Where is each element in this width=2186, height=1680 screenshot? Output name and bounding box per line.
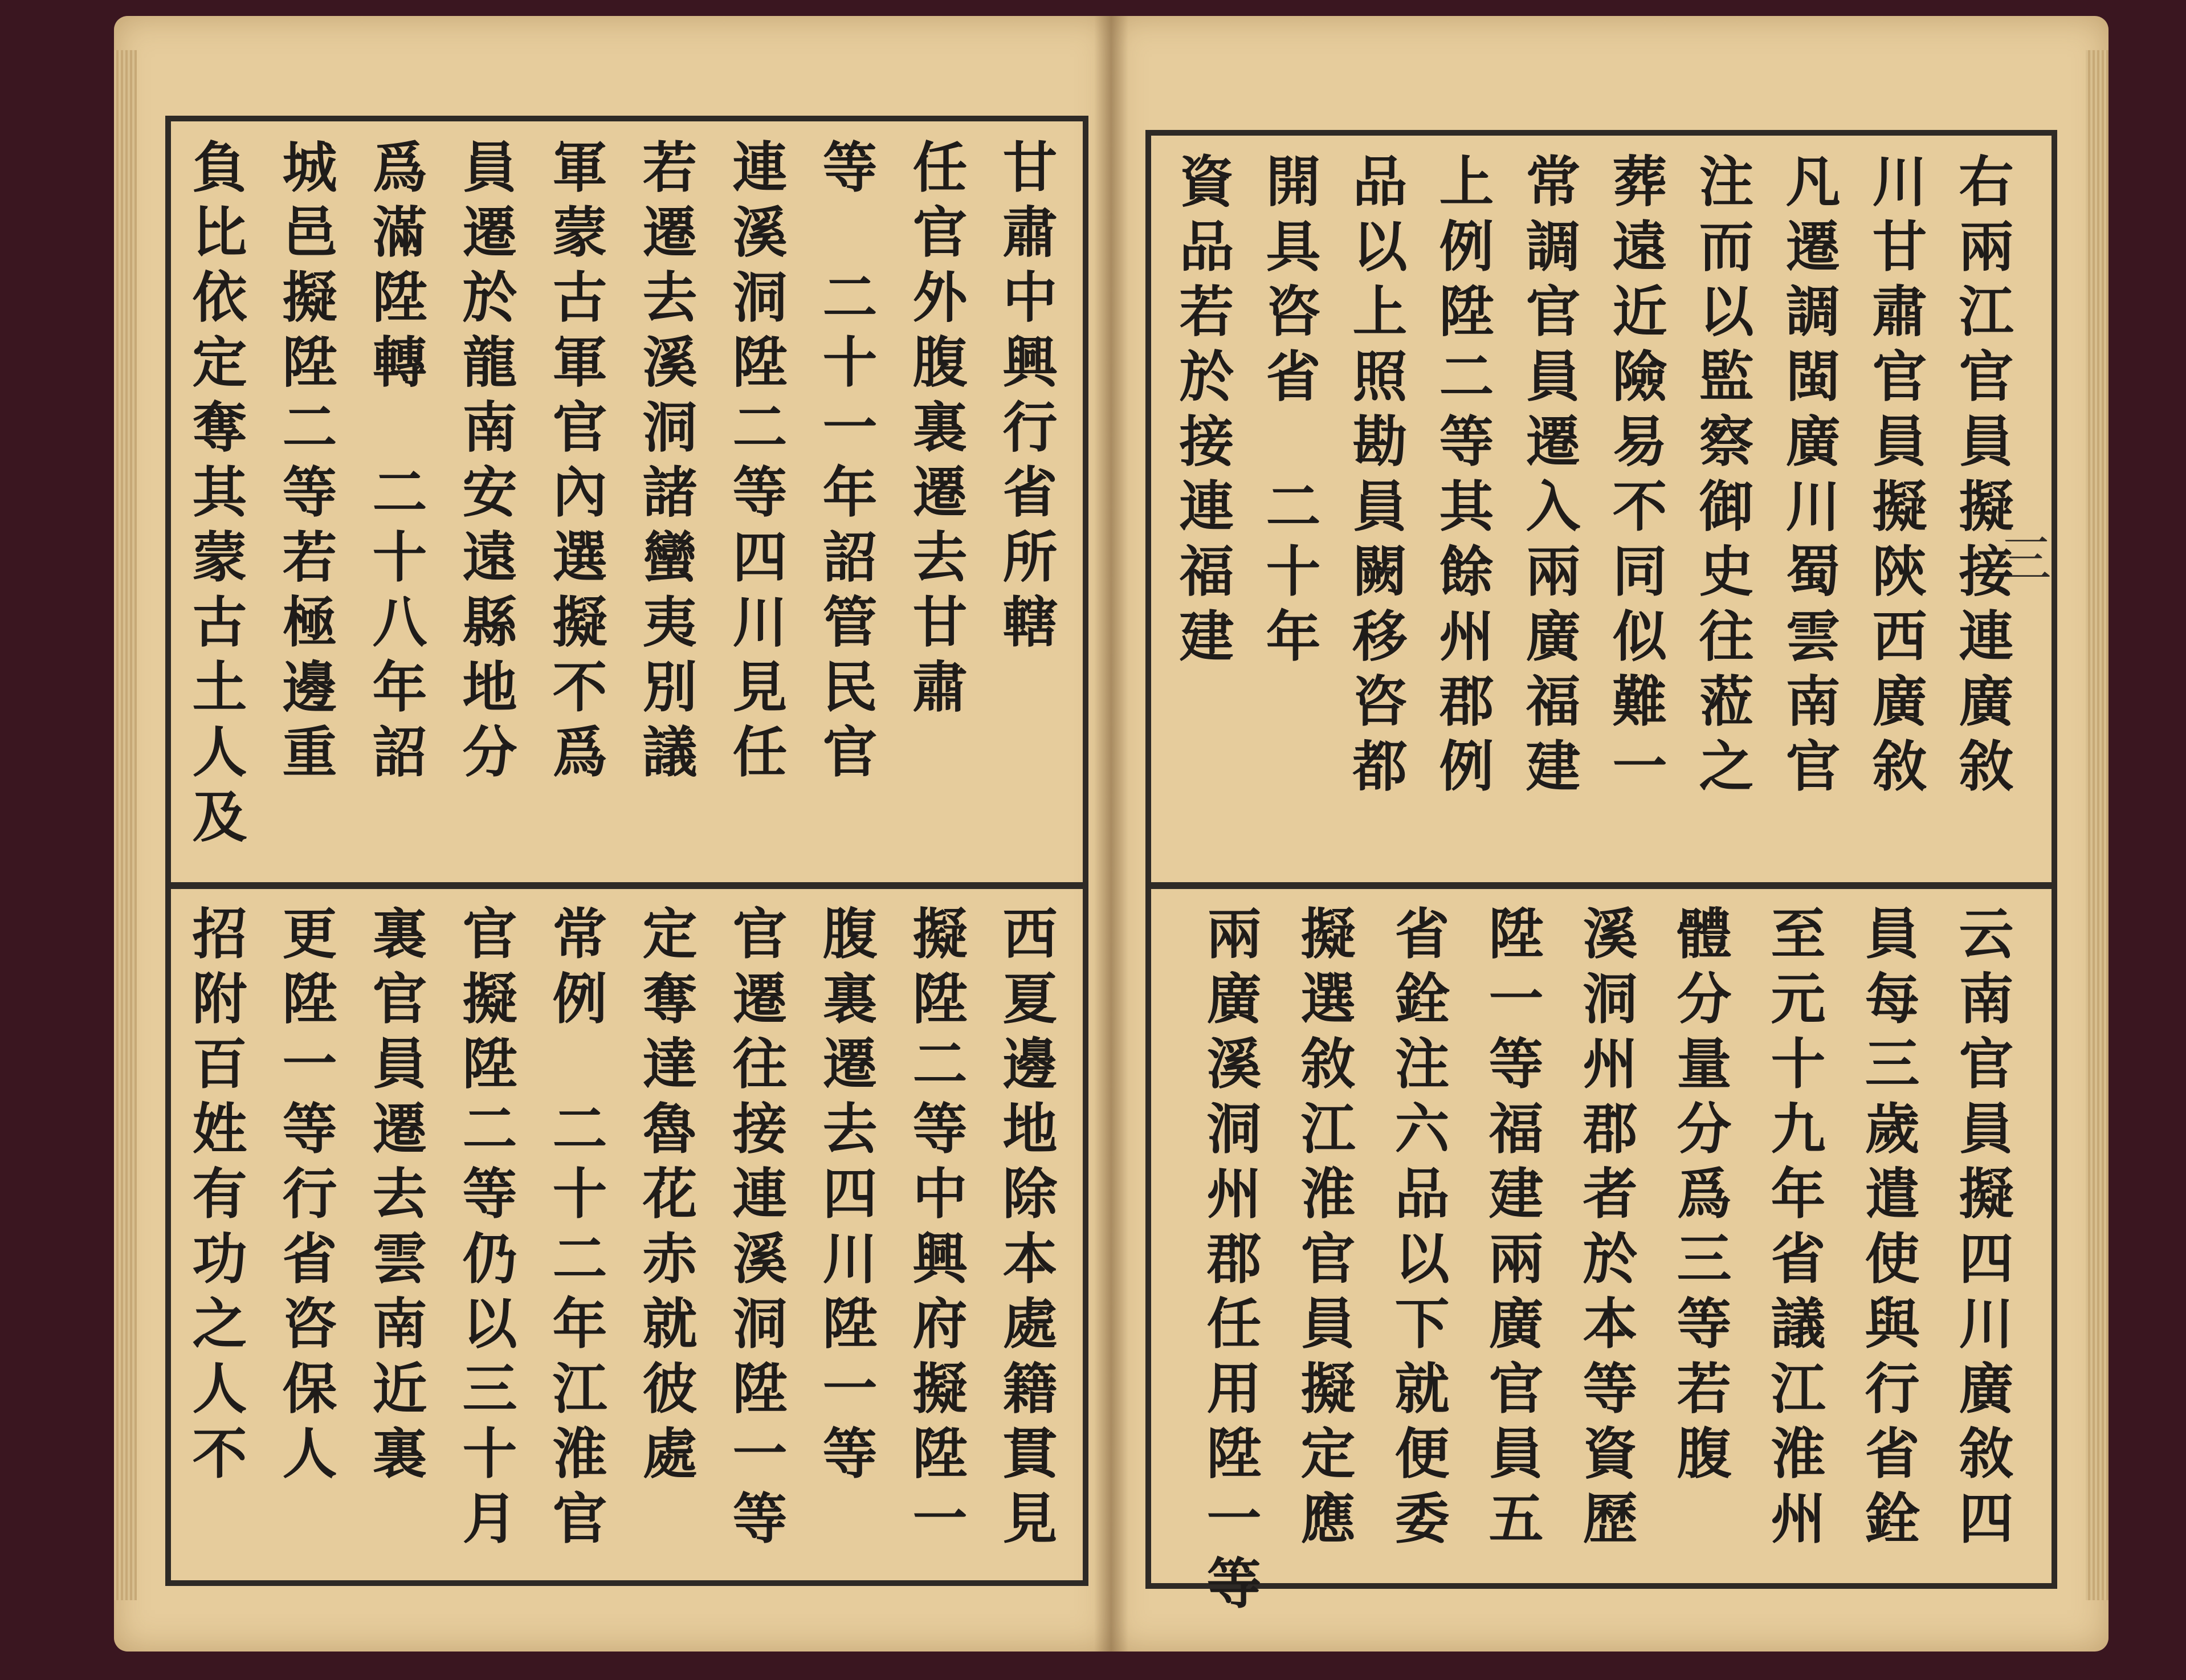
right-page-upper-column-1: 川甘肅官員擬陝西廣敘	[1863, 153, 1928, 802]
right-page	[1111, 16, 2108, 1652]
left-page-upper-columns-3: 員遷於龍南安遠縣地分	[454, 138, 518, 788]
left-page-upper-columns-0: 負比依定奪其蒙古土人及	[183, 138, 248, 853]
right-page-upper-column-8: 開具咨省 二十年	[1257, 153, 1322, 672]
right-page-upper-column-7: 品以上照勘員闕移咨都	[1344, 153, 1408, 802]
left-page-upper-columns-4: 軍蒙古軍官內選擬不爲	[544, 138, 608, 788]
right-page-lower-column-4: 溪洞州郡者於本等資歷	[1574, 905, 1638, 1555]
left-page-lower-columns-2: 裏官員遷去雲南近裏	[364, 905, 428, 1490]
left-page-lower-columns-7: 腹裏遷去四川陞一等	[814, 905, 878, 1490]
left-page-lower-columns-8: 擬陞二等中興府擬陞一	[904, 905, 968, 1555]
left-page-upper-columns-7: 等 二十一年詔管民官	[814, 138, 878, 788]
open-book	[114, 16, 2108, 1652]
page-edge-left	[114, 50, 137, 1600]
right-page-upper-column-4: 葬遠近險易不同似難一	[1604, 153, 1668, 802]
folio-number: 三	[2000, 529, 2052, 589]
right-page-lower-column-0: 云南官員擬四川廣敘四	[1950, 905, 2014, 1555]
left-page-upper-columns-9: 甘肅中興行省所轄	[994, 138, 1058, 658]
left-page-lower-columns-5: 定奪達魯花赤就彼處	[634, 905, 698, 1490]
right-page-lower-column-8: 兩廣溪洞州郡任用陞一等	[1198, 905, 1262, 1620]
right-page-lower-column-3: 體分量分爲三等若腹	[1668, 905, 1732, 1490]
right-page-lower-column-2: 至元十九年省議江淮州	[1762, 905, 1826, 1555]
left-page-lower-columns-0: 招附百姓有功之人不	[183, 905, 248, 1490]
page-edge-right	[2086, 50, 2108, 1600]
right-page-lower-column-6: 省銓注六品以下就便委	[1386, 905, 1450, 1555]
right-page-upper-column-2: 凡遷調閩廣川蜀雲南官	[1777, 153, 1841, 802]
right-page-upper-column-9: 資品若於接連福建	[1171, 153, 1235, 672]
right-middle-divider	[1145, 882, 2057, 889]
book-gutter	[1094, 16, 1128, 1652]
left-page-upper-columns-8: 任官外腹裏遷去甘肅	[904, 138, 968, 723]
left-page-upper-columns-2: 爲滿陞轉 二十八年詔	[364, 138, 428, 788]
left-page	[114, 16, 1111, 1652]
left-page-lower-columns-6: 官遷往接連溪洞陞一等	[724, 905, 788, 1555]
left-page-lower-columns-9: 西夏邊地除本處籍貫見	[994, 905, 1058, 1555]
right-page-upper-column-6: 上例陞二等其餘州郡例	[1430, 153, 1495, 802]
left-page-upper-columns-6: 連溪洞陞二等四川見任	[724, 138, 788, 788]
right-page-lower-column-5: 陞一等福建兩廣官員五	[1480, 905, 1544, 1555]
left-middle-divider	[165, 882, 1088, 889]
left-page-upper-columns-5: 若遷去溪洞諸蠻夷別議	[634, 138, 698, 788]
right-page-lower-column-1: 員每三歲遣使與行省銓	[1856, 905, 1920, 1555]
right-page-upper-column-5: 常調官員遷入兩廣福建	[1517, 153, 1581, 802]
right-page-upper-column-3: 注而以監察御史往蒞之	[1690, 153, 1755, 802]
left-page-lower-columns-3: 官擬陞二等仍以三十月	[454, 905, 518, 1555]
left-page-lower-columns-1: 更陞一等行省咨保人	[274, 905, 338, 1490]
left-page-lower-columns-4: 常例 二十二年江淮官	[544, 905, 608, 1555]
right-page-upper-column-0: 右兩江官員擬接連廣敘	[1950, 153, 2014, 802]
right-page-lower-column-7: 擬選敘江淮官員擬定應	[1292, 905, 1356, 1555]
left-page-upper-columns-1: 城邑擬陞二等若極邊重	[274, 138, 338, 788]
